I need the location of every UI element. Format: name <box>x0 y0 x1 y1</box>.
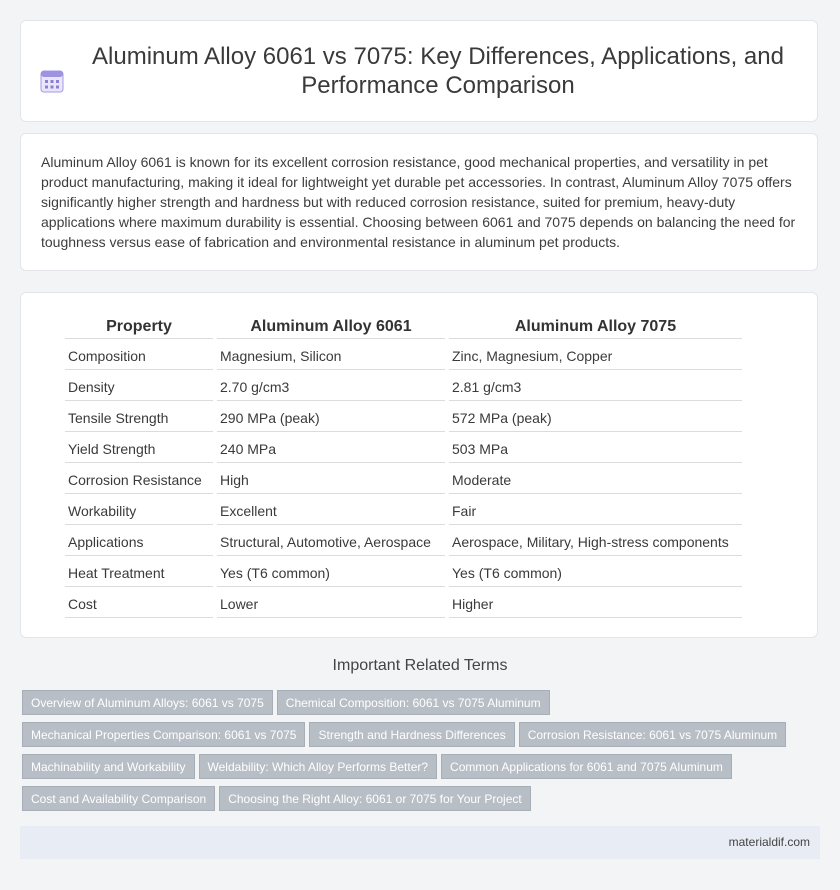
value-7075-cell: Higher <box>449 590 742 618</box>
property-cell: Workability <box>65 497 213 525</box>
table-row <box>65 497 742 525</box>
footer <box>20 826 820 859</box>
property-cell: Cost <box>65 590 213 618</box>
related-term-tag[interactable]: Chemical Composition: 6061 vs 7075 Aluminum <box>277 690 550 715</box>
value-6061-cell: 2.70 g/cm3 <box>217 373 445 401</box>
value-6061-cell: Magnesium, Silicon <box>217 342 445 370</box>
table-header-row <box>65 316 742 339</box>
property-cell: Corrosion Resistance <box>65 466 213 494</box>
value-6061-cell: Excellent <box>217 497 445 525</box>
table-row <box>65 342 742 370</box>
related-term-tag[interactable]: Cost and Availability Comparison <box>22 786 215 811</box>
comparison-table <box>61 313 746 621</box>
value-6061-cell: 240 MPa <box>217 435 445 463</box>
value-7075-cell: Fair <box>449 497 742 525</box>
page-title: Aluminum Alloy 6061 vs 7075: Key Differences, Applications, and Performance Comparison <box>92 43 784 99</box>
related-term-tag[interactable]: Strength and Hardness Differences <box>309 722 514 747</box>
value-6061-cell: Structural, Automotive, Aerospace <box>217 528 445 556</box>
value-7075-cell: 572 MPa (peak) <box>449 404 742 432</box>
related-term-tag[interactable]: Machinability and Workability <box>22 754 195 779</box>
related-terms-heading: Important Related Terms <box>332 657 508 674</box>
table-row <box>65 404 742 432</box>
value-7075-cell: 2.81 g/cm3 <box>449 373 742 401</box>
header-property: Property <box>65 316 213 339</box>
property-cell: Composition <box>65 342 213 370</box>
table-row <box>65 466 742 494</box>
title-card <box>20 20 818 122</box>
related-term-tag[interactable]: Choosing the Right Alloy: 6061 or 7075 for Your Project <box>219 786 531 811</box>
header-7075: Aluminum Alloy 7075 <box>449 316 742 339</box>
footer-source: materialdif.com <box>728 835 810 849</box>
value-7075-cell: Yes (T6 common) <box>449 559 742 587</box>
calendar-grid-icon <box>39 68 65 94</box>
value-6061-cell: Lower <box>217 590 445 618</box>
header-6061: Aluminum Alloy 6061 <box>217 316 445 339</box>
value-6061-cell: 290 MPa (peak) <box>217 404 445 432</box>
table-row <box>65 528 742 556</box>
value-7075-cell: 503 MPa <box>449 435 742 463</box>
value-7075-cell: Moderate <box>449 466 742 494</box>
comparison-table-card <box>20 292 818 638</box>
value-7075-cell: Aerospace, Military, High-stress components <box>449 528 742 556</box>
related-term-tag[interactable]: Weldability: Which Alloy Performs Better? <box>199 754 438 779</box>
property-cell: Applications <box>65 528 213 556</box>
table-row <box>65 590 742 618</box>
related-term-tag[interactable]: Overview of Aluminum Alloys: 6061 vs 7075 <box>22 690 273 715</box>
property-cell: Tensile Strength <box>65 404 213 432</box>
value-6061-cell: High <box>217 466 445 494</box>
related-term-tag[interactable]: Corrosion Resistance: 6061 vs 7075 Aluminum <box>519 722 786 747</box>
title-wrap <box>39 42 799 100</box>
related-term-tag[interactable]: Mechanical Properties Comparison: 6061 vs 7075 <box>22 722 305 747</box>
table-row <box>65 435 742 463</box>
related-terms-list <box>22 690 812 818</box>
value-6061-cell: Yes (T6 common) <box>217 559 445 587</box>
intro-card <box>20 133 818 271</box>
property-cell: Density <box>65 373 213 401</box>
table-row <box>65 559 742 587</box>
related-term-tag[interactable]: Common Applications for 6061 and 7075 Aluminum <box>441 754 732 779</box>
property-cell: Heat Treatment <box>65 559 213 587</box>
property-cell: Yield Strength <box>65 435 213 463</box>
intro-paragraph: Aluminum Alloy 6061 is known for its excellent corrosion resistance, good mechanical properties, and versatility in pet product manufacturing, making it ideal for lightweight yet durable pet accessories. In contrast, Aluminum Alloy 7075 offers significantly higher strength and hardness but with reduced corrosion resistance, suited for premium, heavy-duty applications where maximum durability is essential. Choosing between 6061 and 7075 depends on balancing the need for toughness versus ease of fabrication and environmental resistance in aluminum pet products. <box>41 154 796 250</box>
value-7075-cell: Zinc, Magnesium, Copper <box>449 342 742 370</box>
table-row <box>65 373 742 401</box>
